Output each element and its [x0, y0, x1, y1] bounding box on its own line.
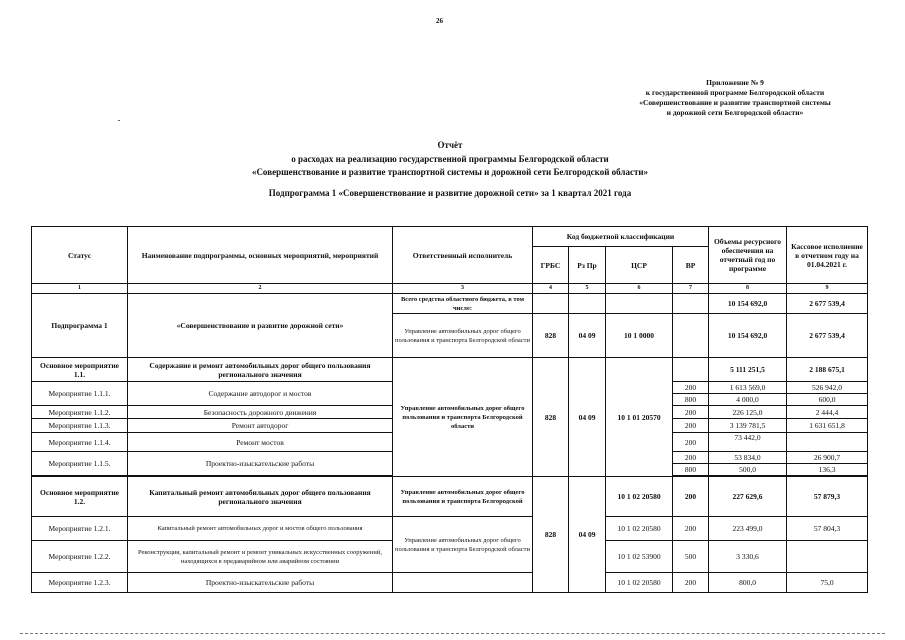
main11-rz: 04 09 [569, 358, 606, 477]
index-cell: 2 [128, 284, 393, 294]
main11-grbs: 828 [533, 358, 569, 477]
main12-vr: 200 [673, 477, 709, 517]
m112-vr: 200 [673, 406, 709, 419]
m121-csr: 10 1 02 20580 [606, 517, 673, 541]
m114-name: Ремонт мостов [128, 433, 393, 452]
main12-status: Основное мероприятие 1.2. [32, 477, 128, 517]
m111-cash1: 526 942,0 [787, 382, 868, 394]
m115-status: Мероприятие 1.1.5. [32, 452, 128, 476]
appendix-note [600, 78, 870, 118]
m122-cash [787, 541, 868, 573]
main12-name: Капитальный ремонт автомобильных дорог общего пользования регионального значения [128, 477, 393, 517]
m115-vol1: 53 834,0 [709, 452, 787, 464]
m123-cash: 75,0 [787, 573, 868, 593]
m113-cash: 1 631 651,8 [787, 419, 868, 433]
title-line: Отчёт [437, 140, 463, 150]
m121-cash: 57 804,3 [787, 517, 868, 541]
m111-status: Мероприятие 1.1.1. [32, 382, 128, 406]
header-grbs: ГРБС [533, 247, 569, 284]
appendix-line: «Совершенствование и развитие транспортной системы [639, 98, 831, 107]
main11-volume: 5 111 251,5 [709, 358, 787, 382]
header-budget-code: Код бюджетной классификации [533, 227, 709, 247]
main12-volume: 227 629,6 [709, 477, 787, 517]
m112-name: Безопасность дорожного движения [128, 406, 393, 419]
m121-name: Капитальный ремонт автомобильных дорог и мостов общего пользования [128, 517, 393, 541]
m121-vr: 200 [673, 517, 709, 541]
m123-exec-empty [393, 573, 533, 593]
m123-vol: 800,0 [709, 573, 787, 593]
m115-vr1: 200 [673, 452, 709, 464]
sub1-csr-empty [606, 294, 673, 314]
m123-vr: 200 [673, 573, 709, 593]
m111-vol2: 4 000,0 [709, 394, 787, 406]
m113-status: Мероприятие 1.1.3. [32, 419, 128, 433]
index-cell: 5 [569, 284, 606, 294]
header-volume: Объемы ресурсного обеспечения на отчетный год по программе [709, 227, 787, 284]
page-number: 26 [436, 17, 443, 25]
sub1-csr: 10 1 0000 [606, 314, 673, 358]
main12-csr: 10 1 02 20580 [606, 477, 673, 517]
m111-name: Содержание автодорог и мостов [128, 382, 393, 406]
report-subtitle: Подпрограмма 1 «Совершенствование и развитие дорожной сети» за 1 квартал 2021 года [268, 188, 632, 198]
m122-vr: 500 [673, 541, 709, 573]
m123-csr: 10 1 02 20580 [606, 573, 673, 593]
m115-name: Проектно-изыскательские работы [128, 452, 393, 476]
m113-vol: 3 139 781,5 [709, 419, 787, 433]
header-cash: Кассовое исполнение в отчетном году на 01.04.2021 г. [787, 227, 868, 284]
header-status: Статус [32, 227, 128, 284]
sub1-exec-total: Всего средства областного бюджета, в том числе: [393, 294, 533, 314]
appendix-line: к государственной программе Белгородской области [645, 88, 825, 97]
m115-vol2: 500,0 [709, 464, 787, 476]
sub1-grbs: 828 [533, 314, 569, 358]
bottom-rule [20, 633, 885, 634]
index-cell: 4 [533, 284, 569, 294]
scan-speck [118, 120, 120, 121]
main11-status: Основное мероприятие 1.1. [32, 358, 128, 382]
m122-name: Реконструкция, капитальный ремонт и ремонт уникальных искусственных сооружений, находящихся в предаварийном или аварийном состоянии [128, 541, 393, 573]
m114-cash [787, 433, 868, 452]
index-cell: 6 [606, 284, 673, 294]
header-csr: ЦСР [606, 247, 673, 284]
main12-grbs: 828 [533, 477, 569, 593]
index-cell: 7 [673, 284, 709, 294]
sub1-vr-empty [673, 294, 709, 314]
m112-status: Мероприятие 1.1.2. [32, 406, 128, 419]
m114-vr: 200 [673, 433, 709, 452]
sub1-total-volume: 10 154 692,0 [709, 294, 787, 314]
report-title [150, 139, 750, 180]
m115-vr2: 800 [673, 464, 709, 476]
sub1-volume: 10 154 692,0 [709, 314, 787, 358]
main12-cash: 57 879,3 [787, 477, 868, 517]
index-cell: 9 [787, 284, 868, 294]
m123-status: Мероприятие 1.2.3. [32, 573, 128, 593]
header-rz: Рз Пр [569, 247, 606, 284]
header-vr: ВР [673, 247, 709, 284]
main12-exec-top: Управление автомобильных дорог общего пользования и транспорта Белгородской [393, 477, 533, 517]
expense-table [31, 226, 868, 593]
main12-rz: 04 09 [569, 477, 606, 593]
sub1-name: «Совершенствование и развитие дорожной сети» [128, 294, 393, 358]
main11-csr: 10 1 01 20570 [606, 358, 673, 477]
main11-name: Содержание и ремонт автомобильных дорог общего пользования регионального значения [128, 358, 393, 382]
main12-exec-bottom: Управление автомобильных дорог общего пользования и транспорта Белгородской области [393, 517, 533, 573]
sub1-exec-dept: Управление автомобильных дорог общего пользования и транспорта Белгородской области [393, 314, 533, 358]
main11-vr-empty [673, 358, 709, 382]
index-cell: 8 [709, 284, 787, 294]
m115-cash2: 136,3 [787, 464, 868, 476]
header-executor: Ответственный исполнитель [393, 227, 533, 284]
m122-vol: 3 330,6 [709, 541, 787, 573]
m121-vol: 223 499,0 [709, 517, 787, 541]
m112-cash: 2 444,4 [787, 406, 868, 419]
appendix-line: Приложение № 9 [706, 78, 764, 87]
m113-name: Ремонт автодорог [128, 419, 393, 433]
title-line: «Совершенствование и развитие транспортной системы и дорожной сети Белгородской области» [251, 167, 649, 177]
m113-vr: 200 [673, 419, 709, 433]
m111-cash2: 600,0 [787, 394, 868, 406]
m111-vr2: 800 [673, 394, 709, 406]
sub1-vr-empty [673, 314, 709, 358]
m122-csr: 10 1 02 53900 [606, 541, 673, 573]
m123-name: Проектно-изыскательские работы [128, 573, 393, 593]
sub1-status: Подпрограмма 1 [32, 294, 128, 358]
sub1-rz: 04 09 [569, 314, 606, 358]
main11-cash: 2 188 675,1 [787, 358, 868, 382]
sub1-grbs-empty [533, 294, 569, 314]
title-line: о расходах на реализацию государственной программы Белгородской области [291, 153, 609, 164]
sub1-rz-empty [569, 294, 606, 314]
appendix-line: и дорожной сети Белгородской области» [666, 108, 804, 117]
m111-vr1: 200 [673, 382, 709, 394]
index-cell: 3 [393, 284, 533, 294]
main11-exec: Управление автомобильных дорог общего пользования и транспорта Белгородской области [393, 358, 533, 477]
m114-vol: 73 442,0 [709, 433, 787, 452]
m114-status: Мероприятие 1.1.4. [32, 433, 128, 452]
sub1-cash: 2 677 539,4 [787, 314, 868, 358]
header-name: Наименование подпрограммы, основных мероприятий, мероприятий [128, 227, 393, 284]
index-cell: 1 [32, 284, 128, 294]
sub1-total-cash: 2 677 539,4 [787, 294, 868, 314]
m122-status: Мероприятие 1.2.2. [32, 541, 128, 573]
m112-vol: 226 125,0 [709, 406, 787, 419]
m115-cash1: 26 900,7 [787, 452, 868, 464]
m111-vol1: 1 613 569,0 [709, 382, 787, 394]
m121-status: Мероприятие 1.2.1. [32, 517, 128, 541]
